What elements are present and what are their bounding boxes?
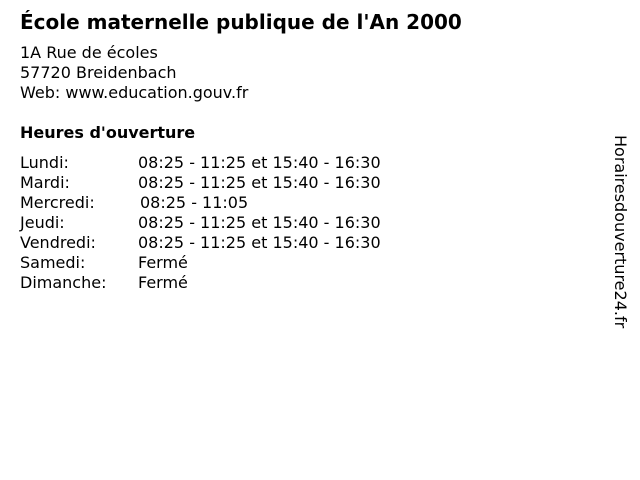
- day-label: Mercredi:: [20, 193, 95, 212]
- day-label: Jeudi:: [20, 213, 65, 232]
- opening-hours-heading: Heures d'ouverture: [20, 123, 196, 142]
- day-label: Dimanche:: [20, 273, 107, 292]
- website-line: Web: www.education.gouv.fr: [20, 83, 249, 102]
- time-value: 08:25 - 11:25 et 15:40 - 16:30: [138, 173, 381, 192]
- city-postcode: 57720 Breidenbach: [20, 63, 177, 82]
- time-value: 08:25 - 11:25 et 15:40 - 16:30: [138, 233, 381, 252]
- day-label: Lundi:: [20, 153, 69, 172]
- time-value: 08:25 - 11:25 et 15:40 - 16:30: [138, 153, 381, 172]
- street-address: 1A Rue de écoles: [20, 43, 158, 62]
- time-value: Fermé: [138, 273, 188, 292]
- site-watermark: [606, 135, 640, 375]
- day-label: Samedi:: [20, 253, 86, 272]
- day-label: Mardi:: [20, 173, 70, 192]
- page-title: École maternelle publique de l'An 2000: [20, 10, 462, 34]
- day-label: Vendredi:: [20, 233, 96, 252]
- time-value: 08:25 - 11:05: [140, 193, 249, 212]
- watermark-text: Horairesdouverture24.fr: [611, 135, 630, 329]
- time-value: 08:25 - 11:25 et 15:40 - 16:30: [138, 213, 381, 232]
- time-value: Fermé: [138, 253, 188, 272]
- address-block: [20, 43, 248, 103]
